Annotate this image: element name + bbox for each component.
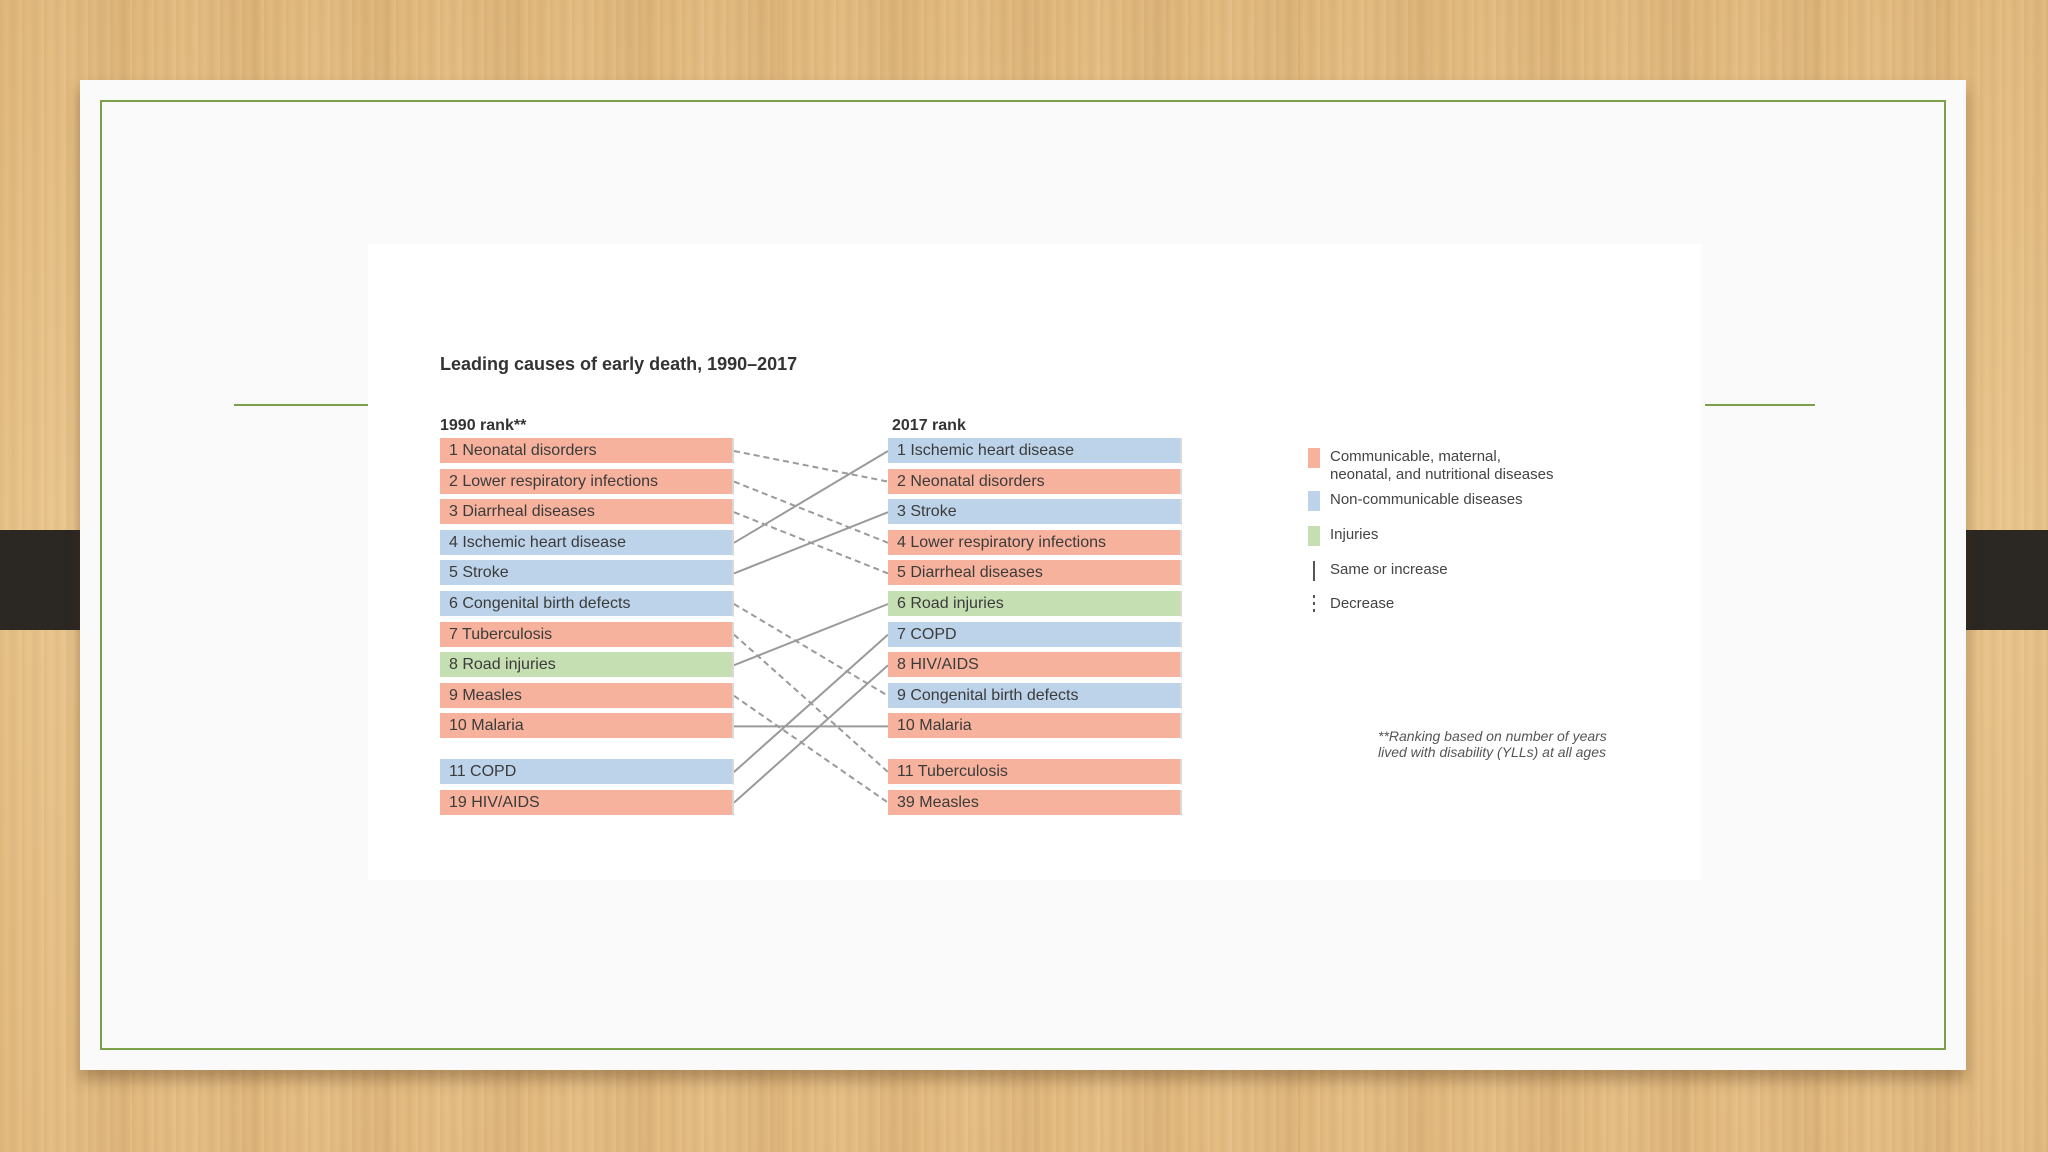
legend-label-same: Same or increase [1330,561,1448,578]
legend-label-noncommunicable: Non-communicable diseases [1330,491,1523,508]
rank-2017-row-9: 9 Congenital birth defects [888,683,1182,709]
rank-1990-row-7: 7 Tuberculosis [440,622,734,648]
rank-2017-row-10: 10 Malaria [888,713,1182,739]
legend-swatch-injuries [1308,526,1320,546]
legend-label-communicable: Communicable, maternal, neonatal, and nutritional diseases [1330,448,1554,483]
rank-2017-row-2: 2 Neonatal disorders [888,469,1182,495]
column-header-1990: 1990 rank** [440,417,527,434]
rank-1990-row-4: 4 Ischemic heart disease [440,530,734,556]
rank-1990-row-8: 8 Road injuries [440,652,734,678]
column-header-2017: 2017 rank [892,417,966,434]
dashed-line-icon [1313,595,1315,615]
legend-label-injuries: Injuries [1330,526,1379,543]
legend-label-decrease: Decrease [1330,595,1395,612]
rank-2017-row-7: 7 COPD [888,622,1182,648]
rank-2017-row-6: 6 Road injuries [888,591,1182,617]
link-9-to-12 [734,696,888,803]
figure-title: Leading causes of early death, 1990–2017 [440,354,798,374]
slide [80,80,1966,1070]
legend-swatch-noncommunicable [1308,491,1320,511]
rank-2017-row-8: 8 HIV/AIDS [888,652,1182,678]
legend-swatch-communicable [1308,448,1320,468]
accent-line-left [234,404,368,406]
rank-2017-row-5: 5 Diarrheal diseases [888,560,1182,586]
figure-footnote: **Ranking based on number of years lived with disability (YLLs) at all ages [1378,728,1607,760]
rank-1990-row-11: 11 COPD [440,759,734,785]
rank-1990-row-3: 3 Diarrheal diseases [440,499,734,525]
rank-1990-row-6: 6 Congenital birth defects [440,591,734,617]
rank-2017-row-12: 39 Measles [888,790,1182,816]
rank-1990-row-9: 9 Measles [440,683,734,709]
rank-2017-row-3: 3 Stroke [888,499,1182,525]
rank-2017-row-4: 4 Lower respiratory infections [888,530,1182,556]
rank-1990-row-10: 10 Malaria [440,713,734,739]
rank-1990-row-12: 19 HIV/AIDS [440,790,734,816]
accent-line-right [1705,404,1815,406]
rank-2017-row-11: 11 Tuberculosis [888,759,1182,785]
link-1-to-2 [734,451,888,482]
rank-1990-row-2: 2 Lower respiratory infections [440,469,734,495]
link-12-to-8 [734,665,888,802]
rank-1990-row-1: 1 Neonatal disorders [440,438,734,464]
rank-2017-row-1: 1 Ischemic heart disease [888,438,1182,464]
rank-1990-row-5: 5 Stroke [440,560,734,586]
link-6-to-9 [734,604,888,696]
solid-line-icon [1313,561,1315,581]
link-4-to-1 [734,451,888,543]
ranking-figure [368,244,1701,880]
link-2-to-4 [734,482,888,543]
